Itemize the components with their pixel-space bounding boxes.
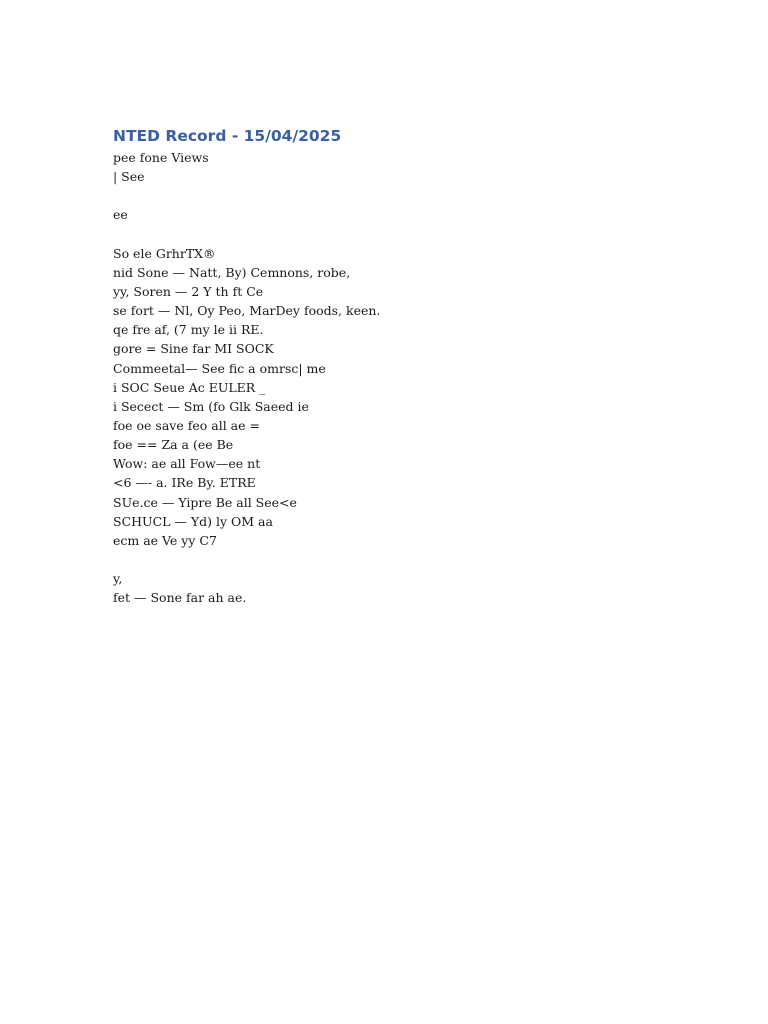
body-line: i SOC Seue Ac EULER _ — [113, 379, 266, 395]
body-line: yy, Soren — 2 Y th ft Ce — [113, 283, 264, 299]
body-line: ee — [113, 207, 128, 223]
body-line — [113, 550, 673, 569]
body-line: Commeetal— See fic a omrsc| me — [113, 360, 326, 376]
body-line: foe == Za a (ee Be — [113, 437, 234, 453]
body-line: SUe.ce — Yipre Be all See<e — [113, 494, 297, 510]
body-line: qe fre af, (7 my le ii RE. — [113, 322, 264, 338]
body-line: SCHUCL — Yd) ly OM aa — [113, 513, 273, 529]
body-line: ecm ae Ve yy C7 — [113, 532, 217, 548]
body-line: fet — Sone far ah ae. — [113, 590, 247, 606]
body-line: Wow: ae all Fow—ee nt — [113, 456, 261, 472]
body-line: i Secect — Sm (fo Glk Saeed ie — [113, 398, 309, 414]
document-title: NTED Record - 15/04/2025 — [113, 127, 342, 145]
document-body — [113, 148, 673, 607]
body-line: gore = Sine far MI SOCK — [113, 341, 274, 357]
body-line: | See — [113, 169, 145, 185]
body-line: nid Sone — Natt, By) Cemnons, robe, — [113, 264, 351, 280]
body-line: foe oe save feo all ae = — [113, 417, 260, 433]
document-page — [113, 124, 673, 607]
body-line: So ele GrhrTX® — [113, 245, 216, 261]
body-line: se fort — Nl, Oy Peo, MarDey foods, keen. — [113, 303, 381, 319]
body-line — [113, 186, 673, 205]
body-line: y, — [113, 571, 123, 587]
body-line: <6 —- a. IRe By. ETRE — [113, 475, 256, 491]
body-line — [113, 225, 673, 244]
body-line: pee fone Views — [113, 150, 209, 165]
